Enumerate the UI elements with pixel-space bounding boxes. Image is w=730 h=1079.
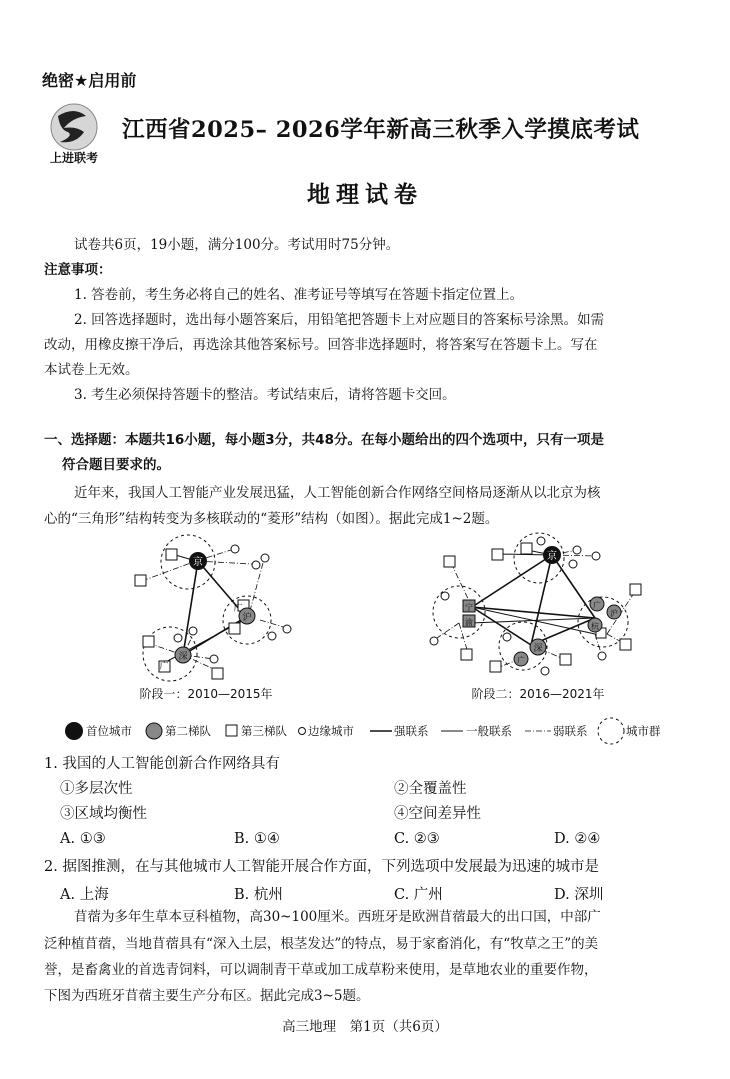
passage-1-line-2: 心的“三角形”结构转变为多核联动的“菱形”结构（如图）。据此完成1~2题。 <box>44 511 499 527</box>
svg-text:杭: 杭 <box>591 622 599 631</box>
passage-2-line-4: 下图为西班牙苜蓿主要生产分布区。据此完成3~5题。 <box>44 988 370 1004</box>
figure-legend <box>65 718 661 744</box>
edge-city-node <box>503 633 511 641</box>
third-tier-node <box>212 668 223 679</box>
third-tier-node <box>135 575 146 586</box>
svg-text:第二梯队: 第二梯队 <box>165 724 211 738</box>
edge-city-node <box>189 627 197 635</box>
svg-text:广: 广 <box>159 662 169 672</box>
q1-option-b[interactable]: B. ①④ <box>234 831 280 847</box>
svg-text:广: 广 <box>517 656 525 665</box>
svg-text:弱联系: 弱联系 <box>553 724 588 738</box>
svg-text:广: 广 <box>233 604 243 614</box>
svg-text:第三梯队: 第三梯队 <box>241 724 287 738</box>
q2-option-d[interactable]: D. 深圳 <box>554 887 604 903</box>
q2-option-c[interactable]: C. 广州 <box>394 887 443 903</box>
edge-city-node <box>174 634 182 642</box>
confidential-label: 绝密★启用前 <box>42 71 137 90</box>
passage-2-line-2: 泛种植苜蓿，当地苜蓿具有“深入土层，根茎发达”的特点，易于家畜消化，有“牧草之王”的美 <box>44 936 599 952</box>
svg-text:一般联系: 一般联系 <box>466 724 512 738</box>
q1-option-c[interactable]: C. ②③ <box>394 831 440 847</box>
section-1-title: 一、选择题：本题共16小题，每小题3分，共48分。在每小题给出的四个选项中，只有一项是 <box>44 432 604 448</box>
edge-city-node <box>210 655 218 663</box>
edge-city-node <box>592 552 600 560</box>
q1-option-a[interactable]: A. ①③ <box>60 831 106 847</box>
edge-city-node <box>441 592 449 600</box>
svg-text:强联系: 强联系 <box>394 724 429 738</box>
q1-statement-2: ②全覆盖性 <box>394 781 467 797</box>
third-tier-node <box>560 654 571 665</box>
edge-city-node <box>283 625 291 633</box>
note-3: 3. 考生必须保持答题卡的整洁。考试结束后，请将答题卡交回。 <box>74 387 456 403</box>
passage-2-line-1: 苜蓿为多年生草本豆科植物，高30~100厘米。西班牙是欧洲苜蓿最大的出口国，中部广 <box>74 909 601 925</box>
svg-text:宁: 宁 <box>465 603 473 612</box>
svg-text:城市群: 城市群 <box>626 724 661 738</box>
network-diagram <box>0 528 730 754</box>
svg-text:京: 京 <box>193 557 203 568</box>
q2-option-b[interactable]: B. 杭州 <box>234 887 283 903</box>
svg-text:沪: 沪 <box>242 613 252 623</box>
question-1-stem: 1. 我国的人工智能创新合作网络具有 <box>44 756 280 772</box>
third-tier-node <box>166 549 177 560</box>
note-1: 1. 答卷前，考生务必将自己的姓名、准考证号等填写在答题卡指定位置上。 <box>74 287 524 303</box>
edge-city-node <box>541 667 549 675</box>
q1-statement-3: ③区域均衡性 <box>60 806 147 822</box>
edge-city-node <box>261 554 269 562</box>
exam-title: 江西省2025– 2026学年新高三秋季入学摸底考试 <box>122 117 640 143</box>
svg-text:深: 深 <box>178 652 188 662</box>
third-tier-node <box>229 623 240 634</box>
exam-summary: 试卷共6页，19小题，满分100分。考试用时75分钟。 <box>74 237 400 253</box>
section-1-title-cont: 符合题目要求的。 <box>62 457 170 473</box>
svg-text:边缘城市: 边缘城市 <box>308 724 354 738</box>
edge-city-node <box>430 637 438 645</box>
third-tier-node <box>490 661 501 672</box>
svg-text:深: 深 <box>533 644 543 654</box>
exam-logo <box>46 102 102 164</box>
third-tier-node <box>521 543 532 554</box>
question-2-stem: 2. 据图推测，在与其他城市人工智能开展合作方面，下列选项中发展最为迅速的城市是 <box>44 859 599 875</box>
svg-text:沪: 沪 <box>610 609 618 618</box>
notes-title: 注意事项： <box>44 262 112 278</box>
note-2-line-3: 本试卷上无效。 <box>44 362 139 378</box>
third-tier-node <box>143 636 154 647</box>
svg-text:首位城市: 首位城市 <box>86 724 132 738</box>
svg-text:广: 广 <box>593 601 601 610</box>
edge-city-node <box>573 546 581 554</box>
note-2-line-1: 2. 回答选择题时，选出每小题答案后，用铅笔把答题卡上对应题目的答案标号涂黑。如需 <box>74 312 605 328</box>
stage-2-caption: 阶段二：2016—2021年 <box>471 687 605 701</box>
q2-option-a[interactable]: A. 上海 <box>60 887 109 903</box>
passage-1-line-1: 近年来，我国人工智能产业发展迅猛，人工智能创新合作网络空间格局逐渐从以北京为核 <box>74 485 601 501</box>
subject-title: 地理试卷 <box>307 182 423 208</box>
logo-text: 上进联考 <box>49 151 99 164</box>
third-tier-node <box>630 584 641 595</box>
q1-option-d[interactable]: D. ②④ <box>554 831 601 847</box>
cluster-ning-2 <box>433 586 485 638</box>
edge-city-node <box>231 545 239 553</box>
page-footer: 高三地理 第1页（共6页） <box>282 1019 448 1035</box>
q1-statement-1: ①多层次性 <box>60 781 133 797</box>
svg-text:京: 京 <box>547 551 557 562</box>
third-tier-node <box>461 649 472 660</box>
third-tier-node <box>444 556 455 567</box>
note-2-line-2: 改动，用橡皮擦干净后，再选涂其他答案标号。回答非选择题时，将答案写在答题卡上。写在 <box>44 337 598 353</box>
edge-city-node <box>537 537 545 545</box>
third-tier-node <box>492 549 503 560</box>
q1-statement-4: ④空间差异性 <box>394 806 481 822</box>
edge-city-node <box>569 560 577 568</box>
svg-text:渝: 渝 <box>465 618 473 627</box>
stage-1-caption: 阶段一：2010—2015年 <box>139 687 273 701</box>
edge-city-node <box>252 561 260 569</box>
passage-2-line-3: 誉，是畜禽业的首选青饲料，可以调制青干草或加工成草粉来使用，是草地农业的重要作物， <box>44 962 598 978</box>
edge-city-node <box>598 652 606 660</box>
edge-city-node <box>268 632 276 640</box>
third-tier-node <box>620 639 631 650</box>
